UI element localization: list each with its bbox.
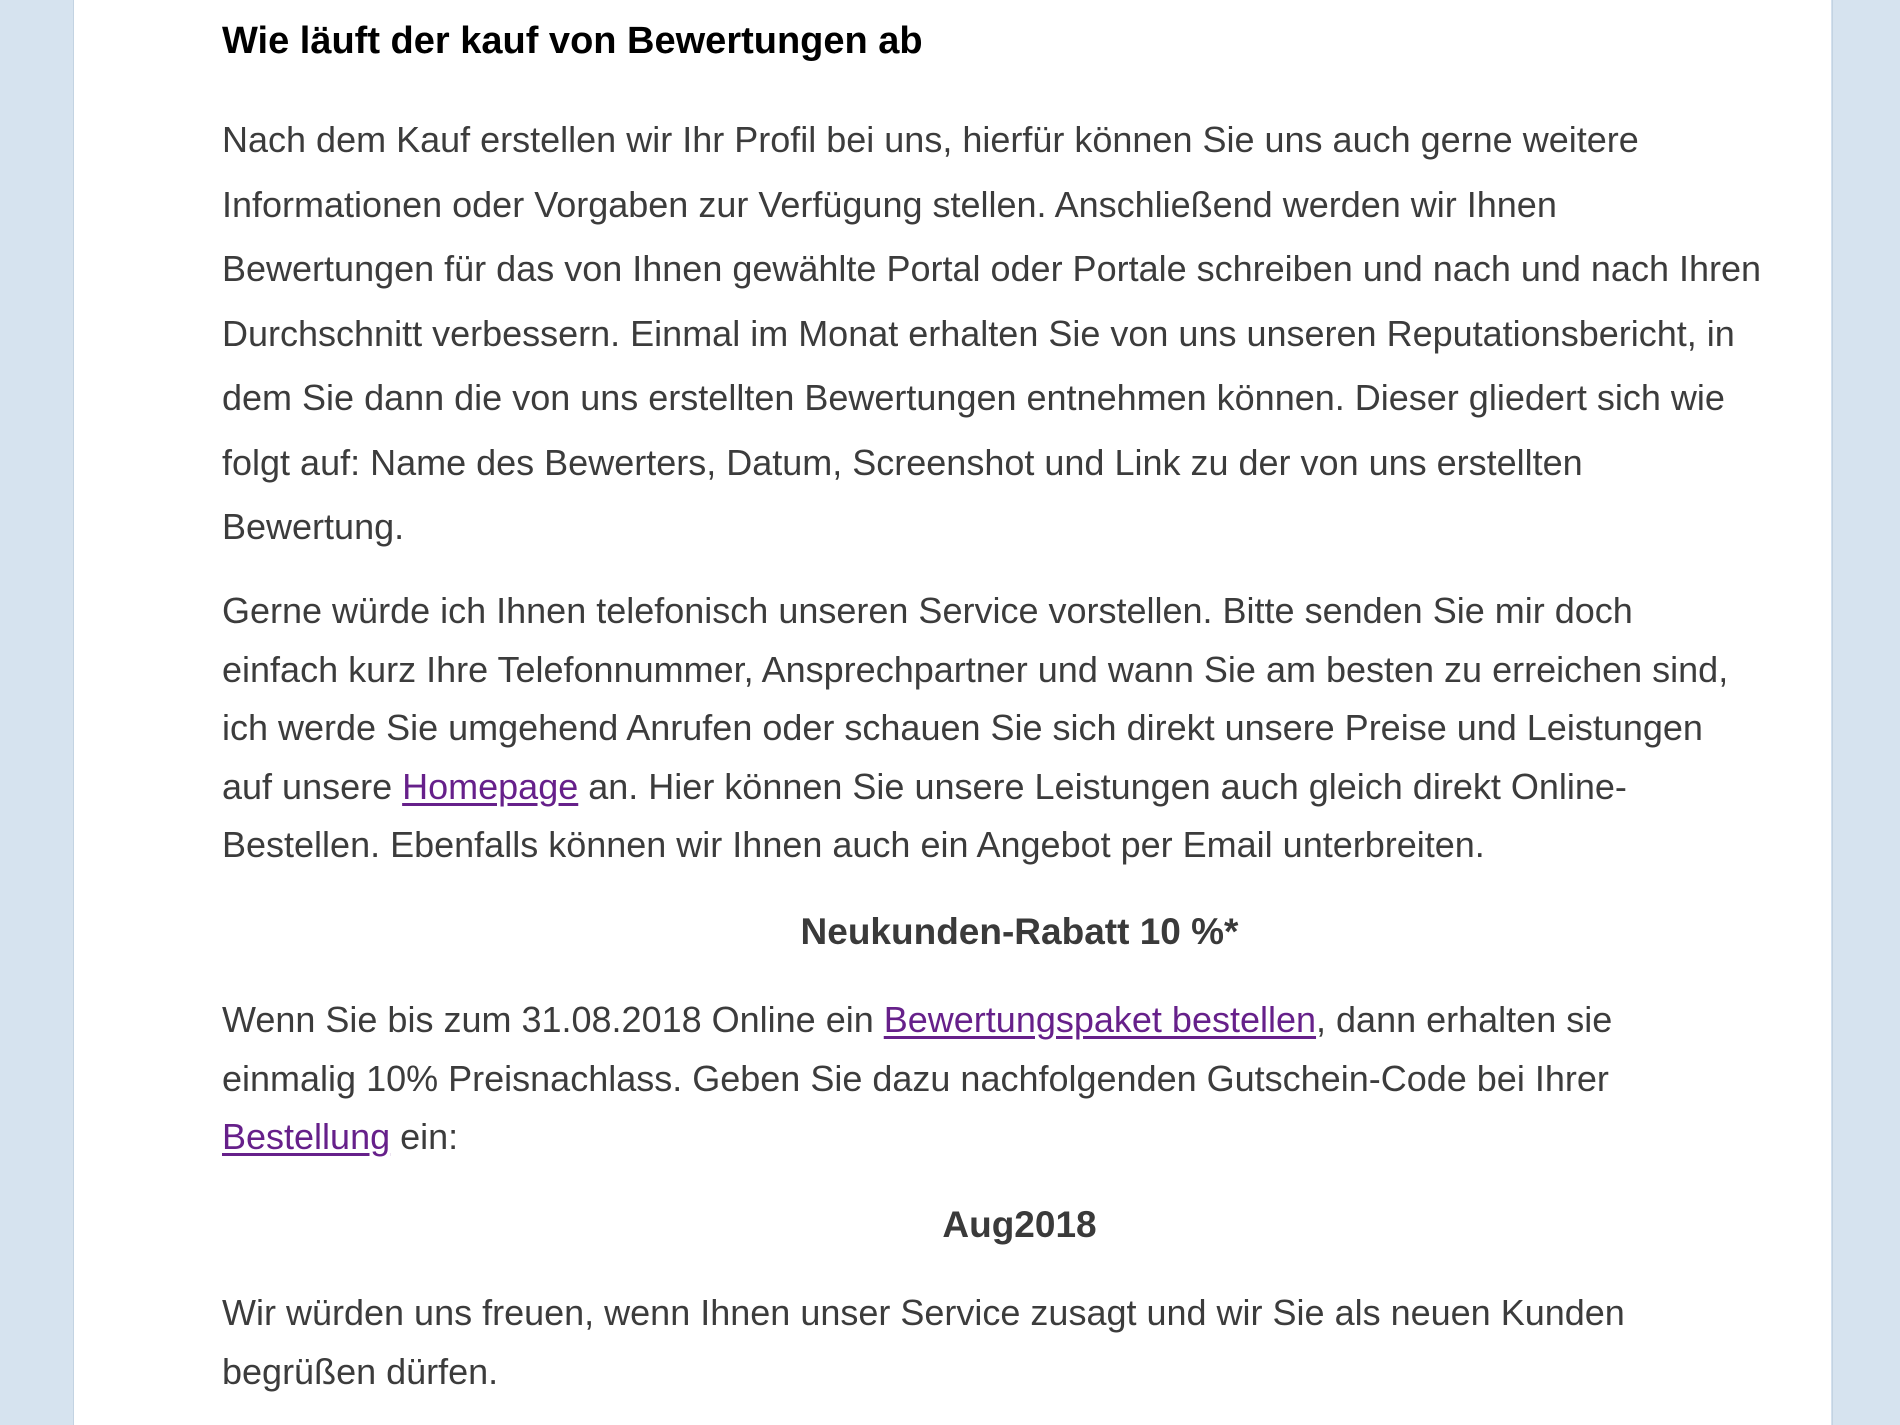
email-body: [74, 0, 1831, 1425]
paragraph-line: Bewertung.: [222, 506, 405, 547]
paragraph-line: Informationen oder Vorgaben zur Verfügung stellen. Anschließend werden wir Ihnen: [222, 183, 1557, 225]
paragraph-line: [222, 758, 1728, 817]
discount-paragraph: [222, 991, 1612, 1167]
line-text: Wenn Sie bis zum 31.08.2018 Online ein: [222, 999, 884, 1040]
line-text: , dann erhalten sie: [1316, 999, 1613, 1040]
paragraph-line: Wir würden uns freuen, wenn Ihnen unser Service zusagt und wir Sie als neuen Kunden: [222, 1292, 1625, 1333]
line-text: ein:: [390, 1116, 459, 1157]
homepage-link[interactable]: Homepage: [402, 765, 579, 807]
line-text: auf unsere: [222, 765, 403, 807]
closing-paragraph: [222, 1284, 1625, 1401]
paragraph-line: [222, 1108, 1612, 1167]
paragraph-line: dem Sie dann die von uns erstellten Bewertungen entnehmen können. Dieser gliedert sich wie: [222, 377, 1725, 418]
right-page-border: [1832, 0, 1900, 1425]
bestellung-link[interactable]: Bestellung: [222, 1116, 391, 1157]
paragraph-line: einmalig 10% Preisnachlass. Geben Sie dazu nachfolgenden Gutschein-Code bei Ihrer: [222, 1057, 1609, 1099]
paragraph-line: begrüßen dürfen.: [222, 1350, 499, 1392]
section-heading: Wie läuft der kauf von Bewertungen ab: [222, 20, 923, 62]
discount-heading: Neukunden-Rabatt 10 %*: [800, 911, 1239, 952]
paragraph-line: Nach dem Kauf erstellen wir Ihr Profil bei uns, hierfür können Sie uns auch gerne weitere: [222, 119, 1639, 160]
paragraph-line: [222, 991, 1612, 1050]
paragraph-line: einfach kurz Ihre Telefonnummer, Ansprechpartner und wann Sie am besten zu erreichen sind,: [222, 648, 1729, 690]
paragraph-line: Durchschnitt verbessern. Einmal im Monat erhalten Sie von uns unseren Reputationsbericht, in: [222, 312, 1735, 354]
left-page-border: [0, 0, 74, 1425]
paragraph-line: folgt auf: Name des Bewerters, Datum, Screenshot und Link zu der von uns erstellten: [222, 441, 1583, 483]
purchase-process-paragraph: [222, 108, 1761, 560]
line-text: an. Hier können Sie unsere Leistungen auch gleich direkt Online-: [578, 765, 1627, 807]
paragraph-line: ich werde Sie umgehend Anrufen oder schauen Sie sich direkt unsere Preise und Leistungen: [222, 707, 1703, 748]
paragraph-line: Gerne würde ich Ihnen telefonisch unseren Service vorstellen. Bitte senden Sie mir doch: [222, 590, 1633, 631]
bewertungspaket-bestellen-link[interactable]: Bewertungspaket bestellen: [883, 999, 1317, 1040]
voucher-code: Aug2018: [942, 1204, 1097, 1245]
paragraph-line: Bewertungen für das von Ihnen gewählte Portal oder Portale schreiben und nach und nach Ihren: [222, 248, 1762, 289]
contact-paragraph: [222, 582, 1728, 875]
paragraph-line: Bestellen. Ebenfalls können wir Ihnen auch ein Angebot per Email unterbreiten.: [222, 824, 1485, 865]
